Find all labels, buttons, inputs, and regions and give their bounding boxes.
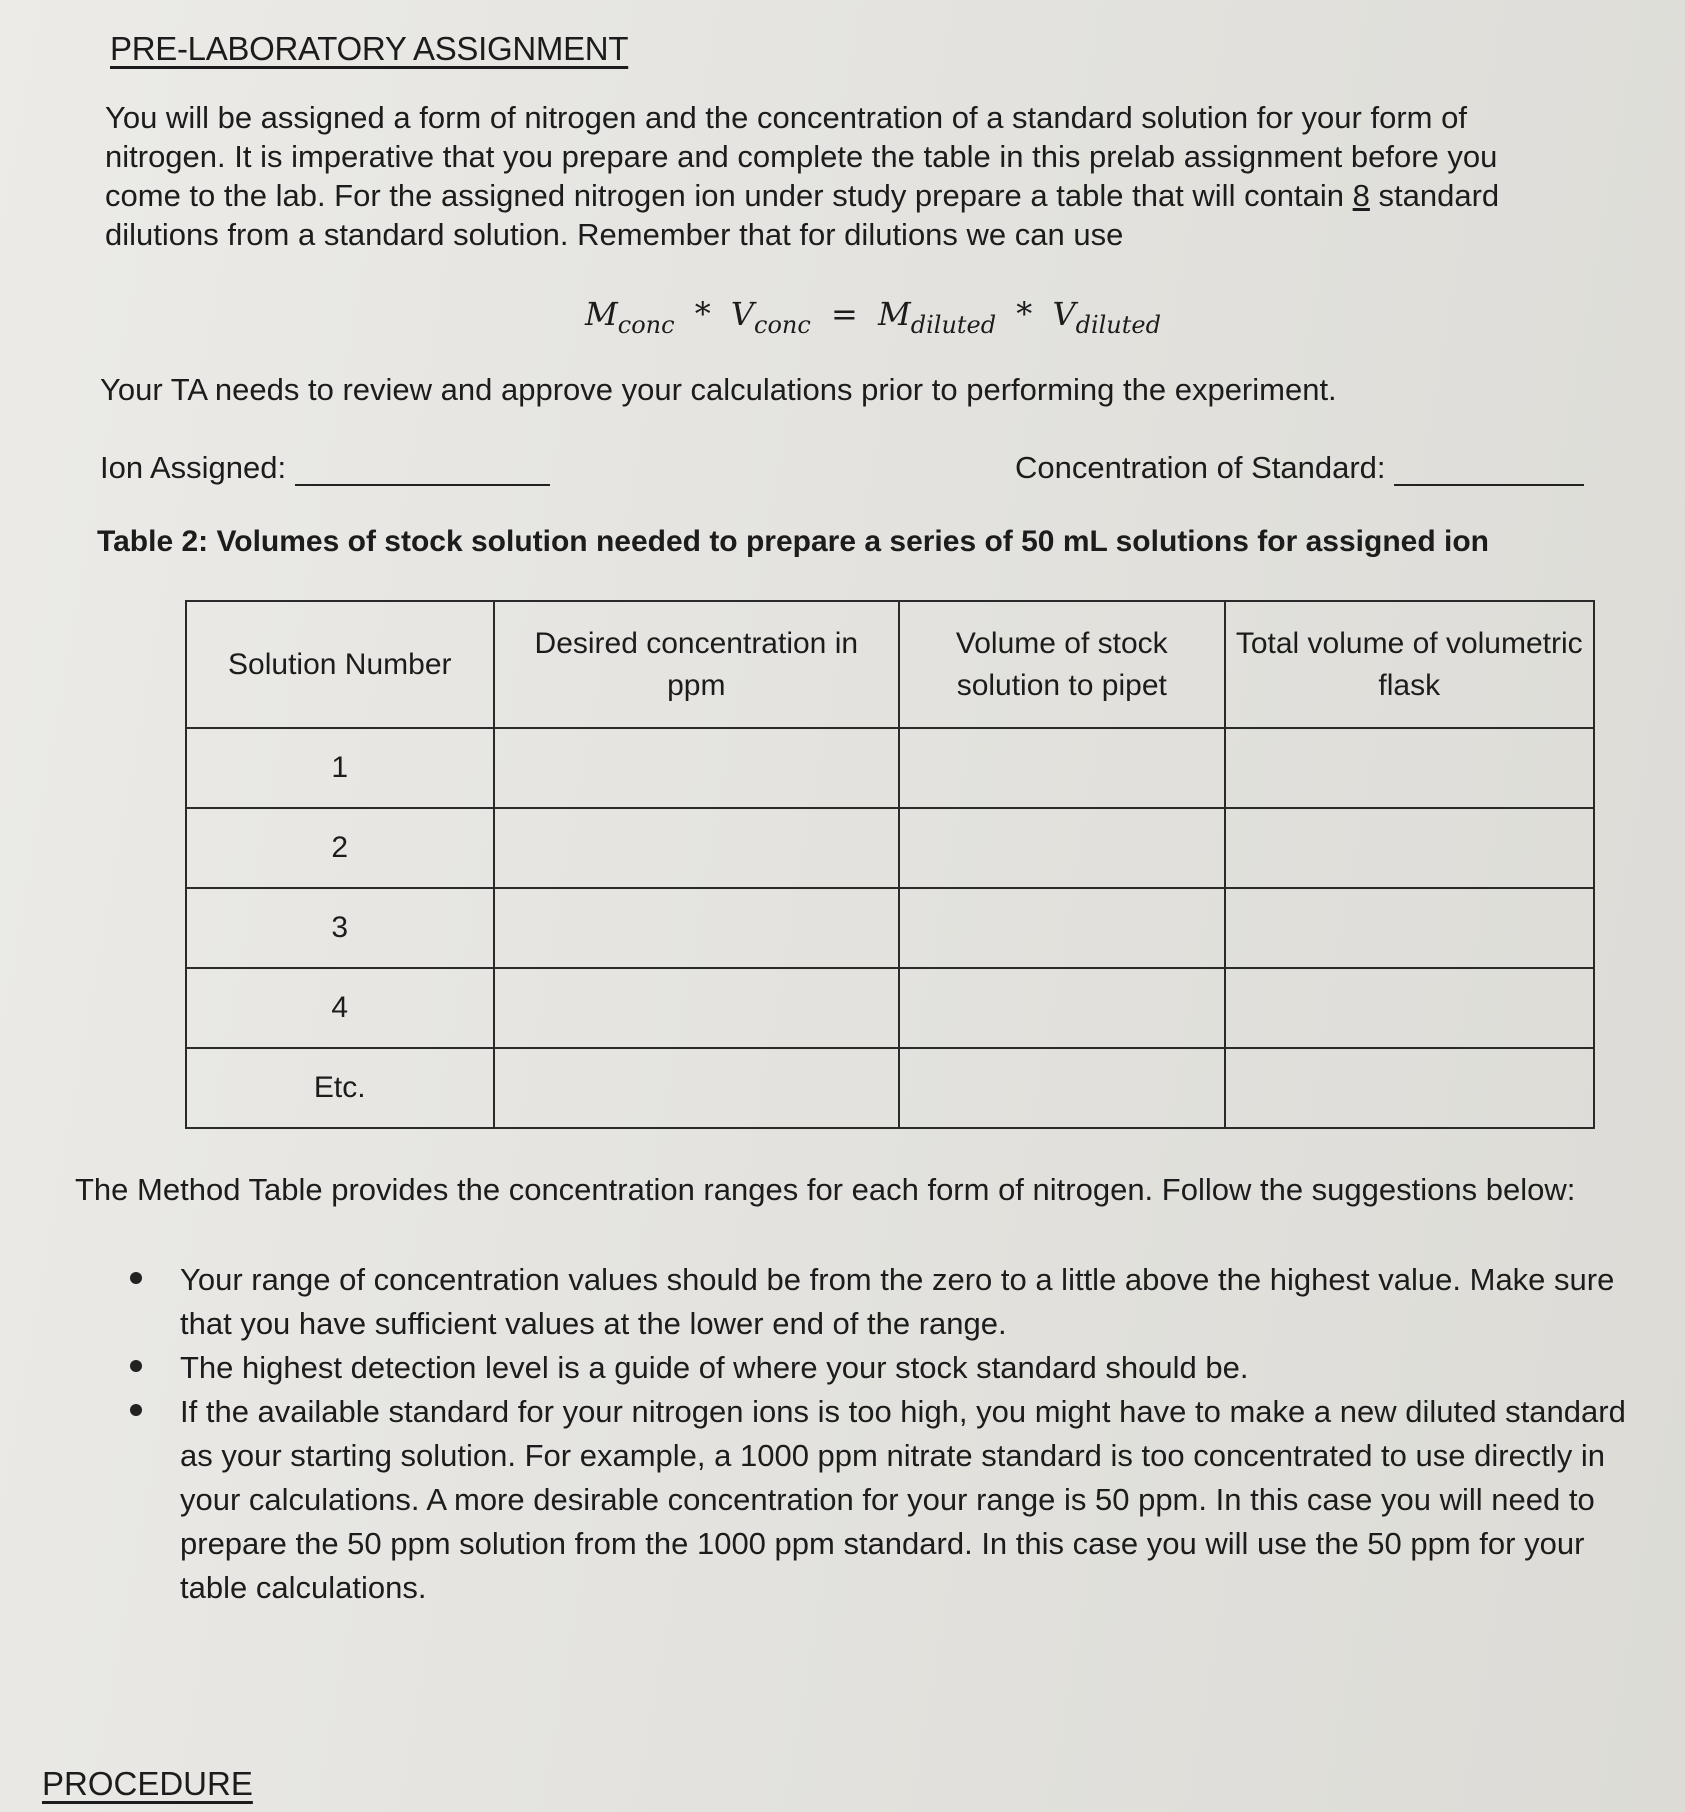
flask-volume-cell[interactable] xyxy=(1225,1048,1594,1128)
concentration-cell[interactable] xyxy=(494,808,899,888)
formula-v-conc: V xyxy=(730,295,755,333)
header-stock-volume: Volume of stock solution to pipet xyxy=(899,601,1224,728)
dilution-table xyxy=(185,600,1595,1129)
suggestion-list xyxy=(130,1258,1650,1610)
concentration-cell[interactable] xyxy=(494,968,899,1048)
bullet-icon xyxy=(130,1272,142,1284)
formula-times-1: * xyxy=(694,295,711,333)
table-row xyxy=(186,808,1594,888)
standard-concentration-label: Concentration of Standard: xyxy=(1015,450,1386,485)
formula-sub-conc-1: conc xyxy=(617,311,675,339)
flask-volume-cell[interactable] xyxy=(1225,728,1594,808)
ion-assigned-blank[interactable] xyxy=(295,454,550,486)
intro-paragraph xyxy=(105,98,1575,254)
flask-volume-cell[interactable] xyxy=(1225,808,1594,888)
stock-volume-cell[interactable] xyxy=(899,1048,1224,1128)
stock-volume-cell[interactable] xyxy=(899,728,1224,808)
header-desired-concentration: Desired concentration in ppm xyxy=(494,601,899,728)
concentration-cell[interactable] xyxy=(494,728,899,808)
flask-volume-cell[interactable] xyxy=(1225,888,1594,968)
ion-assigned-label: Ion Assigned: xyxy=(100,450,287,485)
suggestion-text: If the available standard for your nitrogen ions is too high, you might have to make a new diluted standard as your starting solution. For example, a 1000 ppm nitrate standard is too concentrated to use directly in your calculations. A more desirable concentration for your range is 50 ppm. In this case you will need to prepare the 50 ppm solution from the 1000 ppm standard. In this case you will use the 50 ppm for your table calculations. xyxy=(180,1394,1626,1605)
formula-sub-conc-2: conc xyxy=(754,311,811,339)
formula-v-diluted: V xyxy=(1052,295,1076,333)
flask-volume-cell[interactable] xyxy=(1225,968,1594,1048)
solution-number-cell: 3 xyxy=(186,888,494,968)
header-flask-volume: Total volume of volumetric flask xyxy=(1225,601,1594,728)
suggestion-text: The highest detection level is a guide of where your stock standard should be. xyxy=(180,1350,1249,1385)
stock-volume-cell[interactable] xyxy=(899,968,1224,1048)
formula-equals: = xyxy=(830,295,858,333)
suggestion-item xyxy=(130,1390,1650,1610)
concentration-cell[interactable] xyxy=(494,888,899,968)
formula-times-2: * xyxy=(1016,295,1033,333)
solution-number-cell: 4 xyxy=(186,968,494,1048)
header-solution-number: Solution Number xyxy=(186,601,494,728)
standard-concentration-blank[interactable] xyxy=(1394,454,1584,486)
page-title: PRE-LABORATORY ASSIGNMENT xyxy=(110,30,629,67)
table-header-row xyxy=(186,601,1594,728)
intro-text-end: standard dilutions from a standard solution. Remember that for dilutions we can use xyxy=(105,178,1500,252)
standard-concentration-row xyxy=(1015,450,1584,486)
suggestion-item xyxy=(130,1346,1650,1390)
dilution-count: 8 xyxy=(1352,178,1370,213)
ta-review-note: Your TA needs to review and approve your calculations prior to performing the experiment. xyxy=(100,372,1337,407)
ion-assigned-row xyxy=(100,450,550,486)
stock-volume-cell[interactable] xyxy=(899,888,1224,968)
table-row xyxy=(186,888,1594,968)
solution-number-cell: Etc. xyxy=(186,1048,494,1128)
method-table-note: The Method Table provides the concentration ranges for each form of nitrogen. Follow the suggestions below: xyxy=(75,1172,1576,1207)
table-row xyxy=(186,968,1594,1048)
procedure-heading: PROCEDURE xyxy=(42,1765,253,1802)
suggestion-text: Your range of concentration values should be from the zero to a little above the highest value. Make sure that you have sufficient values at the lower end of the range. xyxy=(180,1262,1615,1341)
solution-number-cell: 2 xyxy=(186,808,494,888)
concentration-cell[interactable] xyxy=(494,1048,899,1128)
stock-volume-cell[interactable] xyxy=(899,808,1224,888)
dilution-formula xyxy=(585,295,1161,339)
formula-m-conc: M xyxy=(585,295,618,333)
table-row xyxy=(186,728,1594,808)
intro-text-start: You will be assigned a form of nitrogen and the concentration of a standard solution for your form of nitrogen. It is imperative that you prepare and complete the table in this prelab assignment before you come to the lab. For the assigned nitrogen ion under study prepare a table that will contain xyxy=(105,100,1498,213)
formula-sub-diluted-2: diluted xyxy=(1075,311,1161,339)
formula-sub-diluted-1: diluted xyxy=(910,311,997,339)
table-caption: Table 2: Volumes of stock solution needed to prepare a series of 50 mL solutions for assigned ion xyxy=(97,525,1489,558)
bullet-icon xyxy=(130,1404,142,1416)
bullet-icon xyxy=(130,1360,142,1372)
suggestion-item xyxy=(130,1258,1650,1346)
solution-number-cell: 1 xyxy=(186,728,494,808)
table-row xyxy=(186,1048,1594,1128)
formula-m-diluted: M xyxy=(877,295,911,333)
